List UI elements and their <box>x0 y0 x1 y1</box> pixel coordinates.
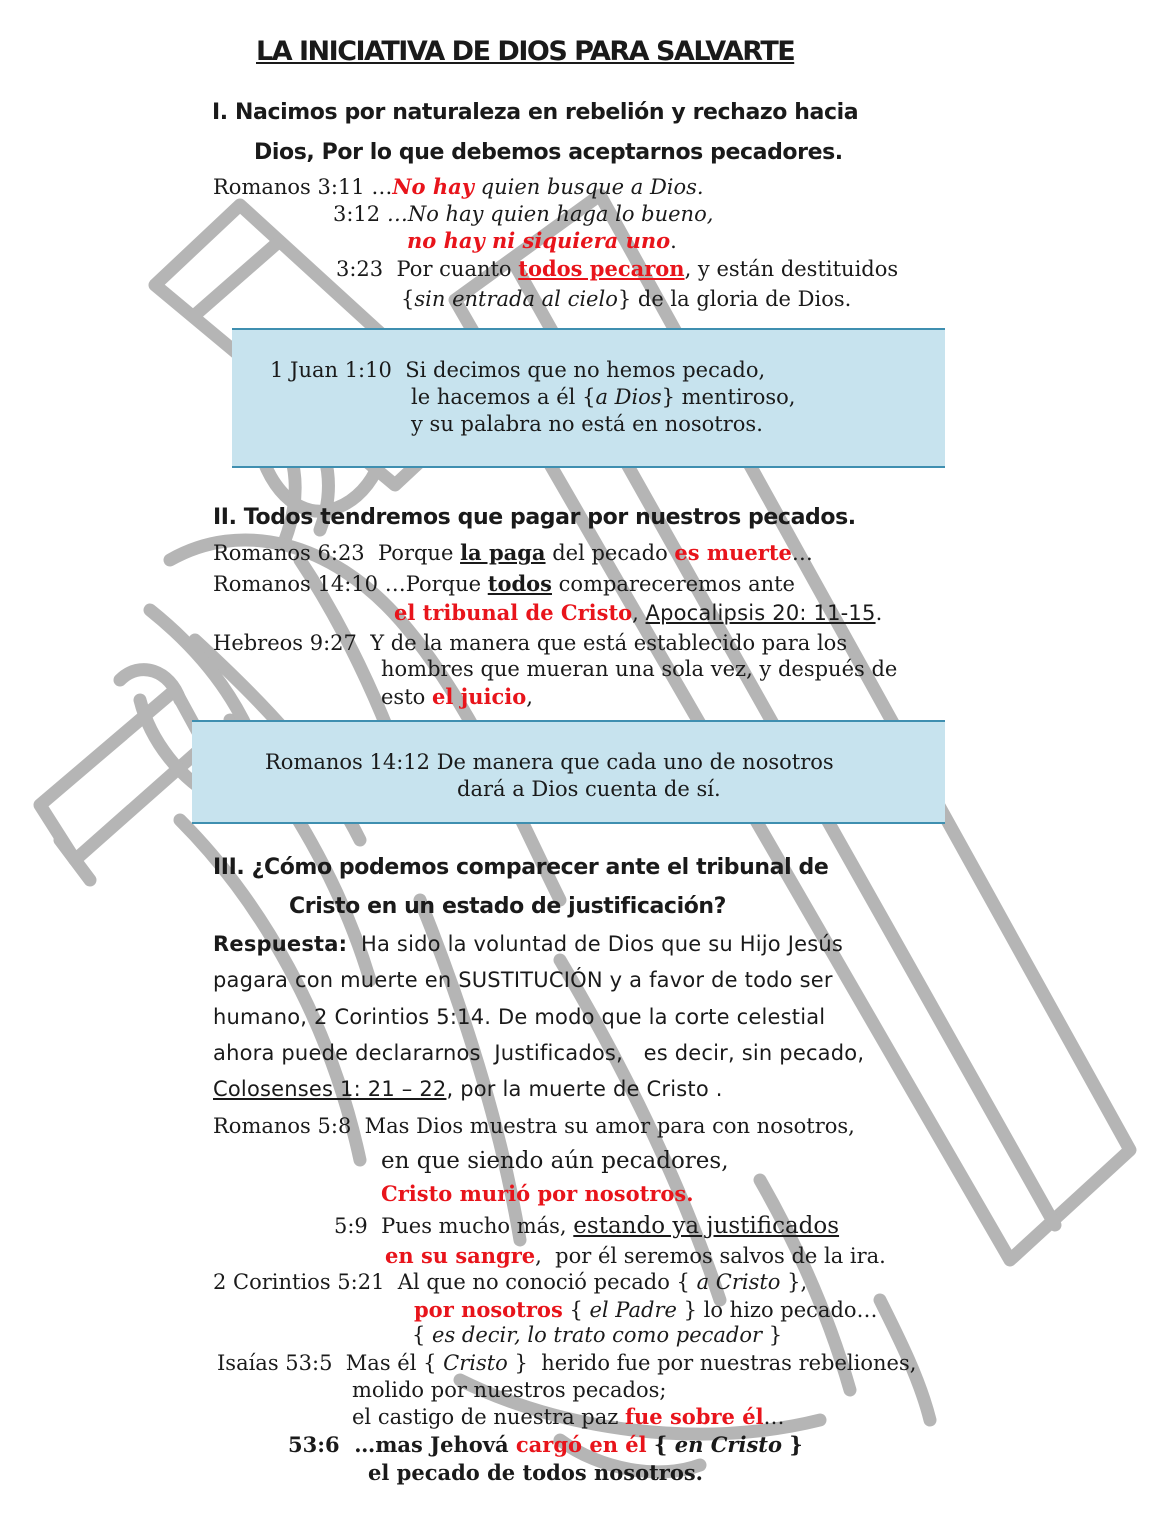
verse-isaias-53-5 <box>217 1351 916 1375</box>
verse-text: { <box>412 1323 433 1347</box>
verse-text: Mas Dios muestra su amor para con nosotros, <box>351 1114 855 1138</box>
page-title: LA INICIATIVA DE DIOS PARA SALVARTE <box>256 36 795 67</box>
verse-text: … <box>791 541 813 565</box>
verse-romanos-6-23 <box>213 540 813 565</box>
verse-isaias-53-6-line2: el pecado de todos nosotros. <box>368 1460 703 1485</box>
verse-romanos-5-8-line2: en que siendo aún pecadores, <box>381 1148 729 1174</box>
verse-text: } mentiroso, <box>661 385 796 409</box>
verse-text: Al que no conoció pecado { <box>384 1270 697 1294</box>
verse-text: …Porque <box>378 572 488 596</box>
verse-hebreos-9-27 <box>213 631 847 655</box>
verse-text: . <box>670 229 677 253</box>
answer-cross-reference: Colosenses 1: 21 – 22 <box>213 1077 447 1101</box>
section-2-numeral: II. <box>213 505 237 530</box>
verse-emphasis: todos <box>487 571 552 596</box>
answer-line3: humano, 2 Corintios 5:14. De modo que la corte celestial <box>213 1005 826 1029</box>
verse-2-corintios-5-21-line2 <box>414 1297 878 1322</box>
verse-text: es decir, lo trato como pecador <box>432 1323 763 1347</box>
verse-highlight: por nosotros <box>414 1297 563 1322</box>
section-1-heading-line1: Nacimos por naturaleza en rebelión y rechazo hacia <box>235 100 859 125</box>
verse-text: }, <box>780 1270 808 1294</box>
verse-ref: Romanos 14:10 <box>213 572 379 596</box>
verse-ref: Isaías 53:5 <box>217 1351 333 1375</box>
verse-text: el Padre <box>589 1298 677 1322</box>
verse-2-corintios-5-21 <box>213 1270 807 1294</box>
verse-text: , y están destituidos <box>684 257 899 281</box>
verse-romanos-3-12-line2 <box>407 228 677 253</box>
verse-romanos-3-12 <box>333 202 713 226</box>
answer-line5 <box>213 1077 723 1101</box>
verse-text: Y de la manera que está establecido para los <box>356 631 848 655</box>
verse-text: Por cuanto <box>383 257 519 281</box>
verse-isaias-53-5-line3 <box>352 1404 785 1429</box>
verse-text: } de la gloria de Dios. <box>617 287 852 311</box>
answer-line1 <box>213 932 843 956</box>
box1-line3: y su palabra no está en nosotros. <box>411 412 763 436</box>
verse-romanos-3-23 <box>336 256 898 281</box>
verse-ref: Hebreos 9:27 <box>213 631 357 655</box>
verse-romanos-5-9-line2 <box>385 1243 886 1268</box>
section-3-heading-line2: Cristo en un estado de justificación? <box>289 894 727 919</box>
verse-text: { <box>562 1298 590 1322</box>
verse-ref: 3:23 <box>336 257 384 281</box>
box1-line1 <box>270 358 765 382</box>
verse-text: … <box>371 175 393 199</box>
section-1-heading-line2: Dios, Por lo que debemos aceptarnos pecadores. <box>254 140 843 165</box>
verse-text: le hacemos a él { <box>411 385 596 409</box>
verse-isaias-53-5-line2: molido por nuestros pecados; <box>352 1378 667 1402</box>
verse-text: esto <box>381 685 432 709</box>
answer-text: Ha sido la voluntad de Dios que su Hijo Jesús <box>347 932 844 956</box>
verse-hebreos-9-27-line2: hombres que mueran una sola vez, y después de <box>381 657 898 681</box>
box2-line1: Romanos 14:12 De manera que cada uno de nosotros <box>265 750 834 774</box>
verse-text: . <box>875 601 883 625</box>
section-3-numeral: III. <box>213 855 245 880</box>
section-2-heading-text: Todos tendremos que pagar por nuestros pecados. <box>243 505 856 530</box>
verse-text: } <box>762 1323 783 1347</box>
verse-text: { <box>646 1432 675 1457</box>
answer-label: Respuesta: <box>213 932 348 956</box>
verse-emphasis: la paga <box>460 540 546 565</box>
verse-text: } lo hizo pecado… <box>676 1298 878 1322</box>
verse-text: Si decimos que no hemos pecado, <box>405 358 766 382</box>
section-3-heading-line1: ¿Cómo podemos comparecer ante el tribunal de <box>251 855 829 880</box>
answer-line4: ahora puede declararnos Justificados, es decir, sin pecado, <box>213 1041 865 1065</box>
verse-text: Cristo <box>443 1351 508 1375</box>
section-3-heading <box>213 855 828 880</box>
verse-2-corintios-5-21-line3 <box>412 1323 782 1347</box>
verse-cross-reference: Apocalipsis 20: 11-15 <box>645 601 876 625</box>
verse-text: quien busque a Dios. <box>473 175 704 199</box>
verse-romanos-14-10-line2 <box>394 600 882 625</box>
verse-text: } <box>782 1432 803 1457</box>
verse-highlight: No hay <box>392 174 474 199</box>
verse-text: Mas él { <box>332 1351 444 1375</box>
verse-emphasis: estando ya justificados <box>573 1213 840 1239</box>
box1-line2 <box>411 385 795 409</box>
verse-text: compareceremos ante <box>551 572 795 596</box>
verse-ref: 2 Corintios 5:21 <box>213 1270 385 1294</box>
verse-ref: 3:12 <box>333 202 381 226</box>
verse-highlight: el juicio <box>431 684 527 709</box>
verse-ref: 5:9 <box>334 1214 368 1238</box>
verse-ref: Romanos 6:23 <box>213 541 365 565</box>
verse-highlight: no hay ni siquiera uno <box>407 228 671 253</box>
verse-text: , <box>526 685 533 709</box>
verse-text: Pues mucho más, <box>367 1214 574 1238</box>
verse-text: { <box>401 287 415 311</box>
verse-romanos-5-9 <box>334 1213 839 1239</box>
section-2-heading <box>213 505 856 530</box>
box2-line2: dará a Dios cuenta de sí. <box>457 777 721 801</box>
verse-highlight: es muerte <box>674 540 792 565</box>
verse-isaias-53-6 <box>288 1432 803 1457</box>
verse-text: } herido fue por nuestras rebeliones, <box>507 1351 917 1375</box>
verse-text: en Cristo <box>674 1432 782 1457</box>
verse-text: … <box>763 1405 785 1429</box>
verse-text: , <box>632 601 646 625</box>
verse-romanos-3-11 <box>213 174 704 199</box>
verse-romanos-5-8 <box>213 1114 855 1138</box>
section-1-numeral: I. <box>212 100 228 125</box>
verse-ref: 1 Juan 1:10 <box>270 358 392 382</box>
verse-text: a Dios <box>595 385 662 409</box>
verse-romanos-14-10 <box>213 571 795 596</box>
verse-hebreos-9-27-line3 <box>381 684 533 709</box>
verse-text: Porque <box>364 541 461 565</box>
verse-text: a Cristo <box>696 1270 781 1294</box>
verse-highlight: el tribunal de Cristo <box>394 600 633 625</box>
answer-text: , por la muerte de Cristo . <box>446 1077 723 1101</box>
verse-highlight: todos pecaron <box>518 256 685 281</box>
verse-romanos-3-23-line2 <box>401 287 851 311</box>
verse-text: sin entrada al cielo <box>414 287 618 311</box>
verse-text: el castigo de nuestra paz <box>352 1405 625 1429</box>
verse-ref: Romanos 3:11 <box>213 175 365 199</box>
verse-highlight: en su sangre <box>385 1243 536 1268</box>
verse-text: 53:6 …mas Jehová <box>288 1432 516 1457</box>
verse-text: …No hay quien haga lo bueno, <box>380 202 714 226</box>
verse-ref: Romanos 5:8 <box>213 1114 352 1138</box>
verse-highlight: cargó en él <box>515 1432 647 1457</box>
answer-line2: pagara con muerte en SUSTITUCIÓN y a favor de todo ser <box>213 968 833 992</box>
section-1-heading <box>212 100 858 125</box>
verse-romanos-5-8-line3: Cristo murió por nosotros. <box>381 1181 694 1206</box>
verse-text: , por él seremos salvos de la ira. <box>535 1244 886 1268</box>
verse-highlight: fue sobre él <box>624 1404 764 1429</box>
verse-text: del pecado <box>545 541 675 565</box>
